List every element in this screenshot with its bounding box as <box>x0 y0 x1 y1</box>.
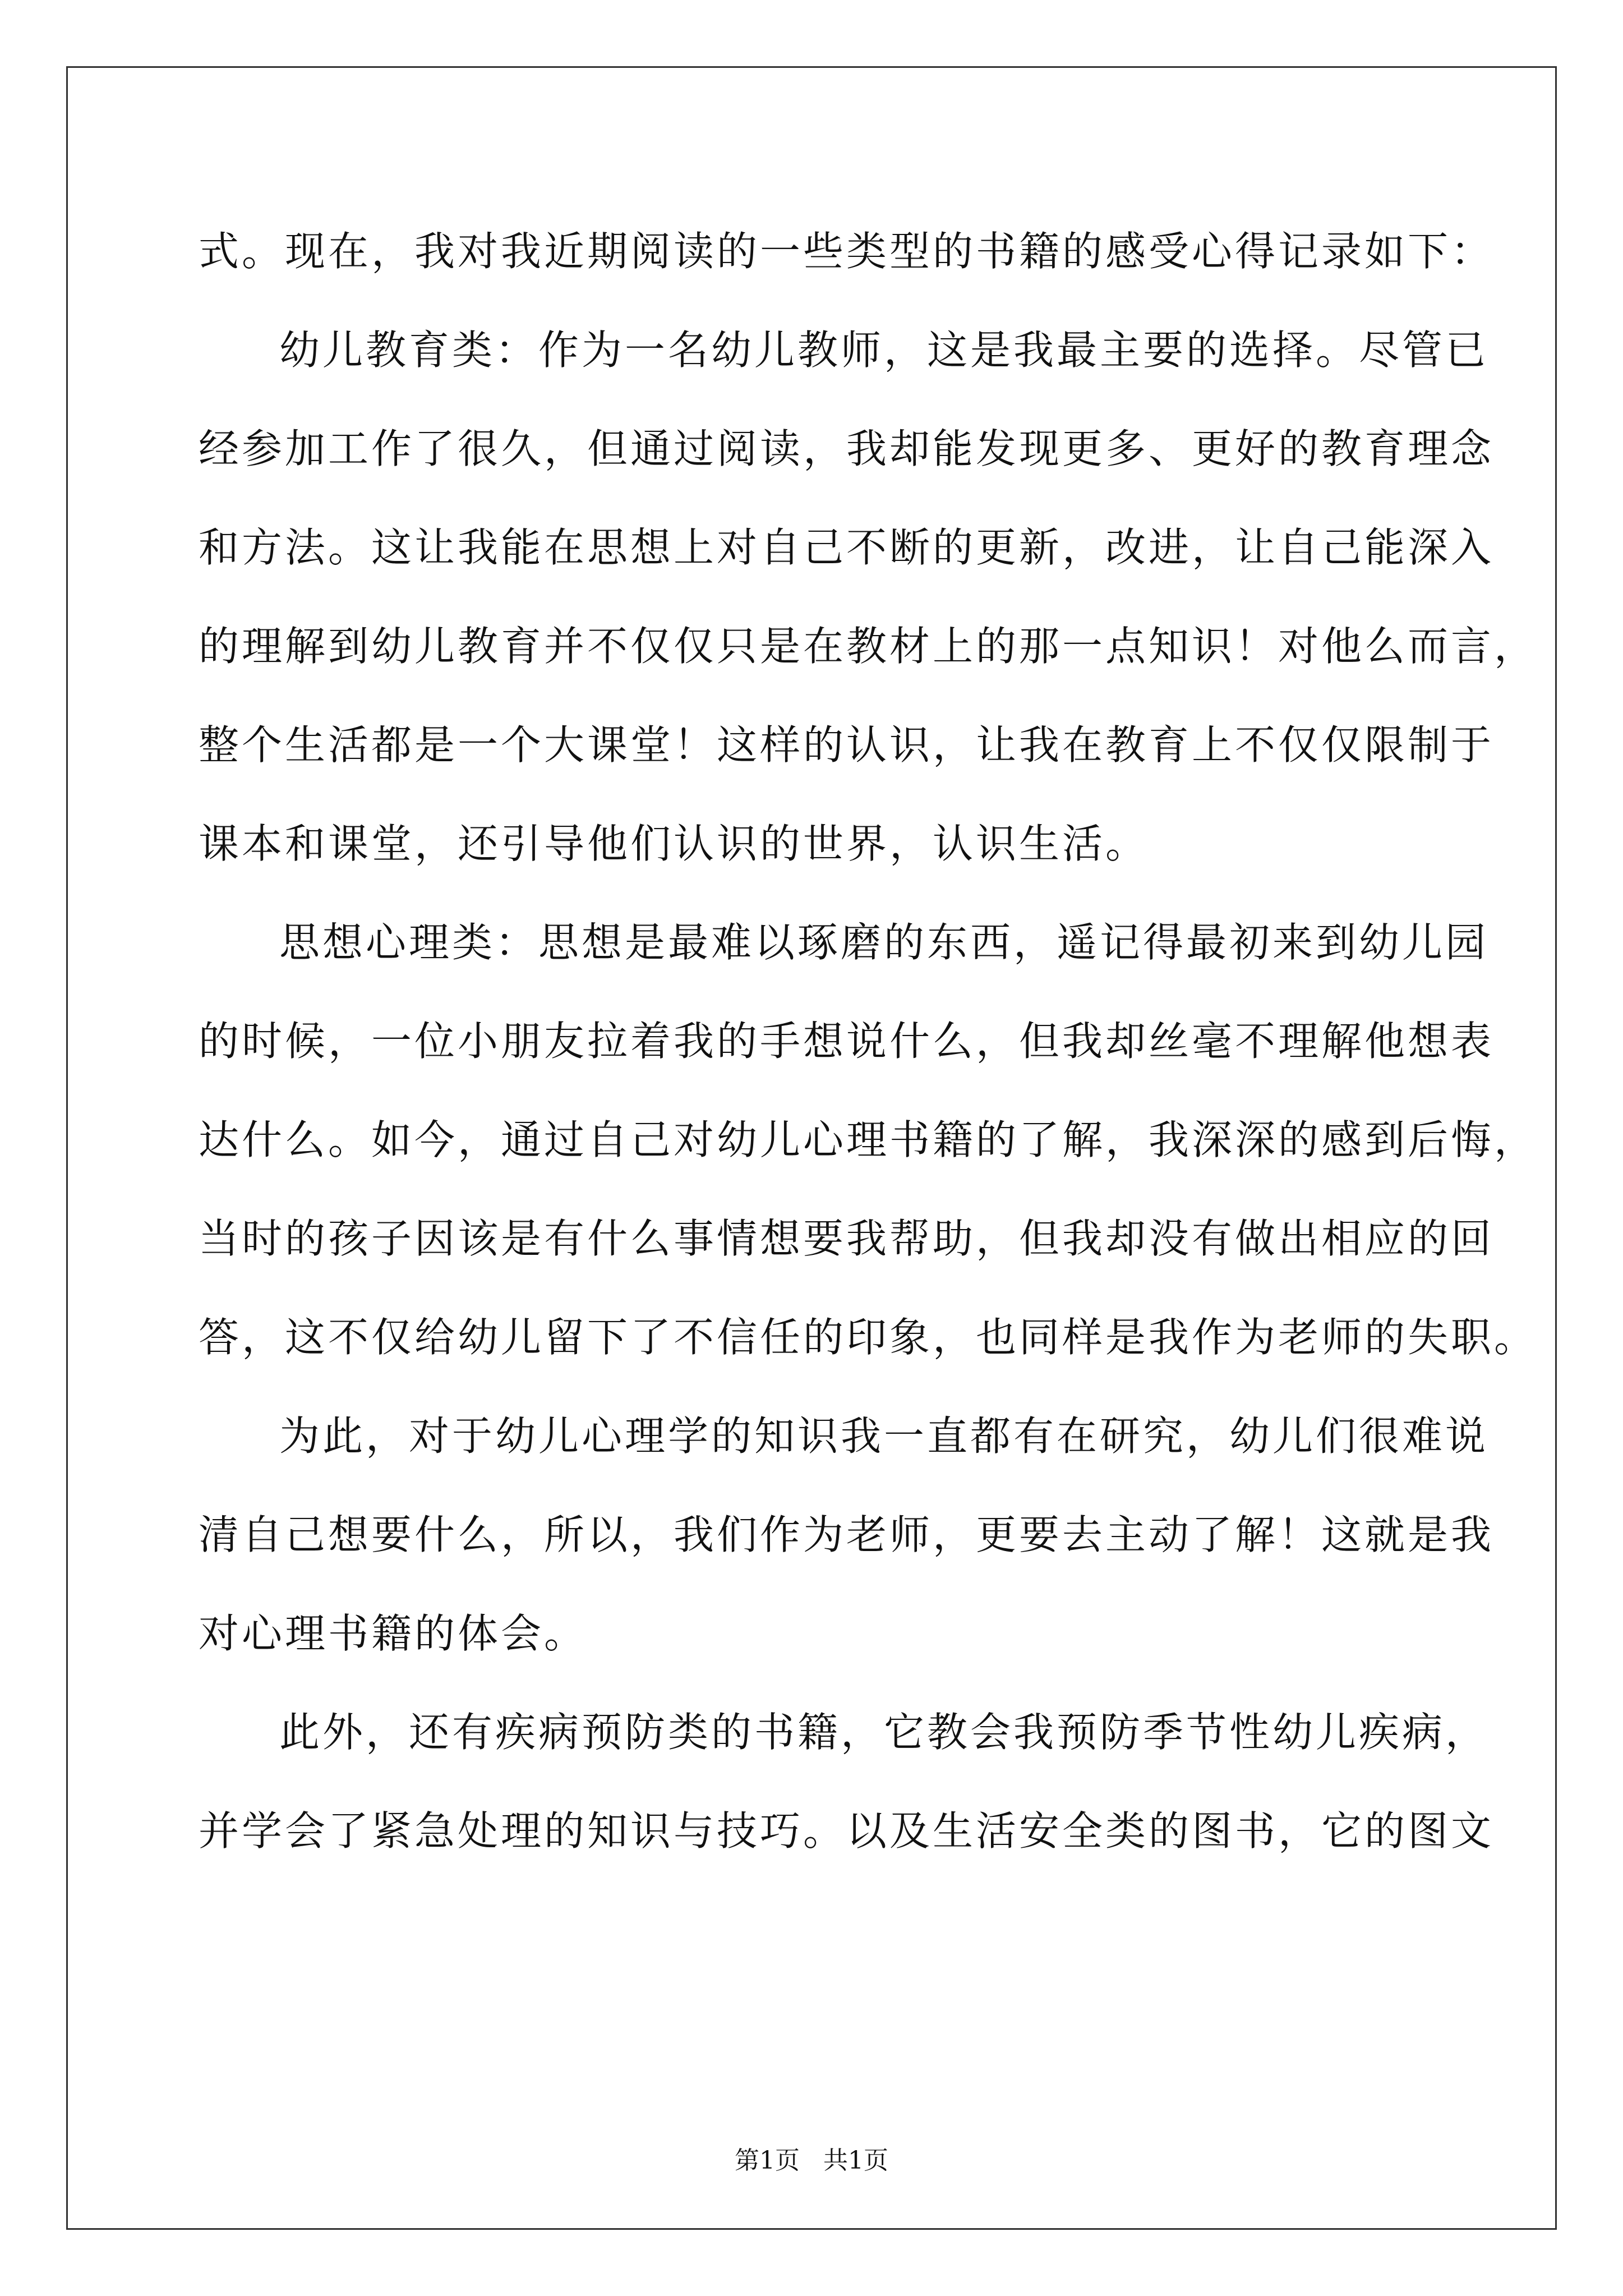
text-line: 经参加工作了很久，但通过阅读，我却能发现更多、更好的教育理念 <box>199 425 1495 472</box>
text-line: 课本和课堂，还引导他们认识的世界，认识生活。 <box>199 820 1149 867</box>
text-line: 为此，对于幼儿心理学的知识我一直都有在研究，幼儿们很难说 <box>279 1412 1489 1460</box>
text-line: 达什么。如今，通过自己对幼儿心理书籍的了解，我深深的感到后悔， <box>199 1116 1538 1163</box>
text-line: 清自己想要什么，所以，我们作为老师，更要去主动了解！这就是我 <box>199 1511 1495 1558</box>
text-line: 答，这不仅给幼儿留下了不信任的印象，也同样是我作为老师的失职。 <box>199 1314 1538 1361</box>
text-line: 并学会了紧急处理的知识与技巧。以及生活安全类的图书，它的图文 <box>199 1807 1495 1855</box>
text-line: 此外，还有疾病预防类的书籍，它教会我预防季节性幼儿疾病， <box>279 1709 1489 1756</box>
text-line: 式。现在，我对我近期阅读的一些类型的书籍的感受心得记录如下： <box>199 228 1495 275</box>
text-line: 的理解到幼儿教育并不仅仅只是在教材上的那一点知识！对他么而言， <box>199 623 1538 670</box>
page-number: 第1页 <box>735 2146 800 2175</box>
document-body <box>199 202 1538 1880</box>
text-line: 和方法。这让我能在思想上对自己不断的更新，改进，让自己能深入 <box>199 524 1495 571</box>
text-line: 当时的孩子因该是有什么事情想要我帮助，但我却没有做出相应的回 <box>199 1215 1495 1262</box>
text-line: 幼儿教育类：作为一名幼儿教师，这是我最主要的选择。尽管已 <box>279 326 1489 374</box>
text-line: 的时候，一位小朋友拉着我的手想说什么，但我却丝毫不理解他想表 <box>199 1018 1495 1065</box>
text-line: 整个生活都是一个大课堂！这样的认识，让我在教育上不仅仅限制于 <box>199 721 1495 769</box>
text-line: 思想心理类：思想是最难以琢磨的东西，遥记得最初来到幼儿园 <box>279 919 1489 966</box>
text-line: 对心理书籍的体会。 <box>199 1610 588 1657</box>
page-footer <box>0 2144 1623 2178</box>
page-total: 共1页 <box>823 2146 888 2175</box>
